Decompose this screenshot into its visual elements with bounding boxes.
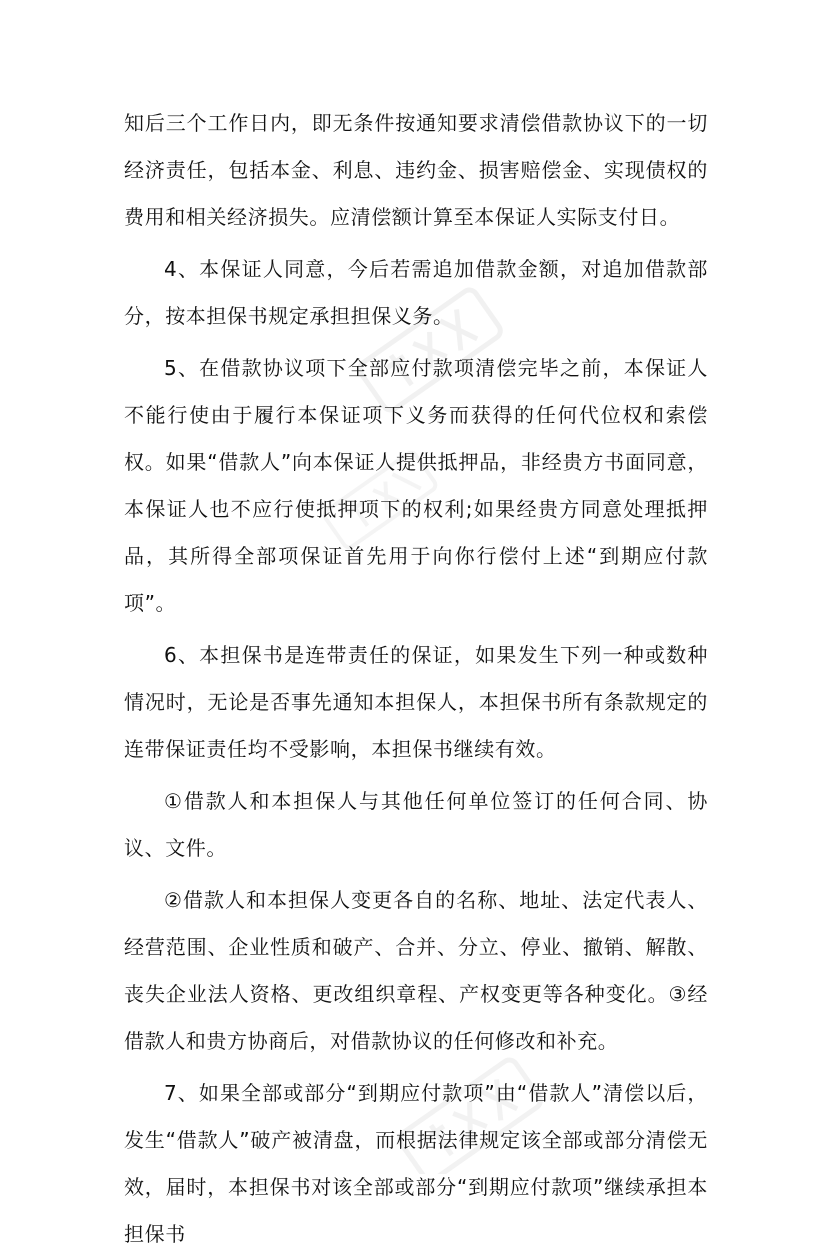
paragraph-clause-4: 4、本保证人同意，今后若需追加借款金额，对追加借款部分，按本担保书规定承担担保义务。 xyxy=(124,257,708,328)
document-body xyxy=(124,100,708,1258)
paragraph-clause-7: 7、如果全部或部分“到期应付款项”由“借款人”清偿以后，发生“借款人”破产被清盘，而根据法律规定该全部或部分清偿无效，届时，本担保书对该全部或部分“到期应付款项”继续承担本担保书 xyxy=(124,1081,708,1246)
paragraph-item-2: ②借款人和本担保人变更各自的名称、地址、法定代表人、经营范围、企业性质和破产、合并、分立、停业、撤销、解散、丧失企业法人资格、更改组织章程、产权变更等各种变化。③经借款人和贵方协商后，对借款协议的任何修改和补充。 xyxy=(124,888,708,1053)
paragraph-clause-6: 6、本担保书是连带责任的保证，如果发生下列一种或数种情况时，无论是否事先通知本担保人，本担保书所有条款规定的连带保证责任均不受影响，本担保书继续有效。 xyxy=(124,643,708,761)
paragraph-continuation: 知后三个工作日内，即无条件按通知要求清偿借款协议下的一切经济责任，包括本金、利息、违约金、损害赔偿金、实现债权的费用和相关经济损失。应清偿额计算至本保证人实际支付日。 xyxy=(124,111,708,229)
paragraph-clause-5: 5、在借款协议项下全部应付款项清偿完毕之前，本保证人不能行使由于履行本保证项下义务而获得的任何代位权和索偿权。如果“借款人”向本保证人提供抵押品，非经贵方书面同意，本保证人也不应行使抵押项下的权利;如果经贵方同意处理抵押品，其所得全部项保证首先用于向你行偿付上述“到期应付款项”。 xyxy=(124,356,708,615)
paragraph-item-1: ①借款人和本担保人与其他任何单位签订的任何合同、协议、文件。 xyxy=(124,789,708,860)
